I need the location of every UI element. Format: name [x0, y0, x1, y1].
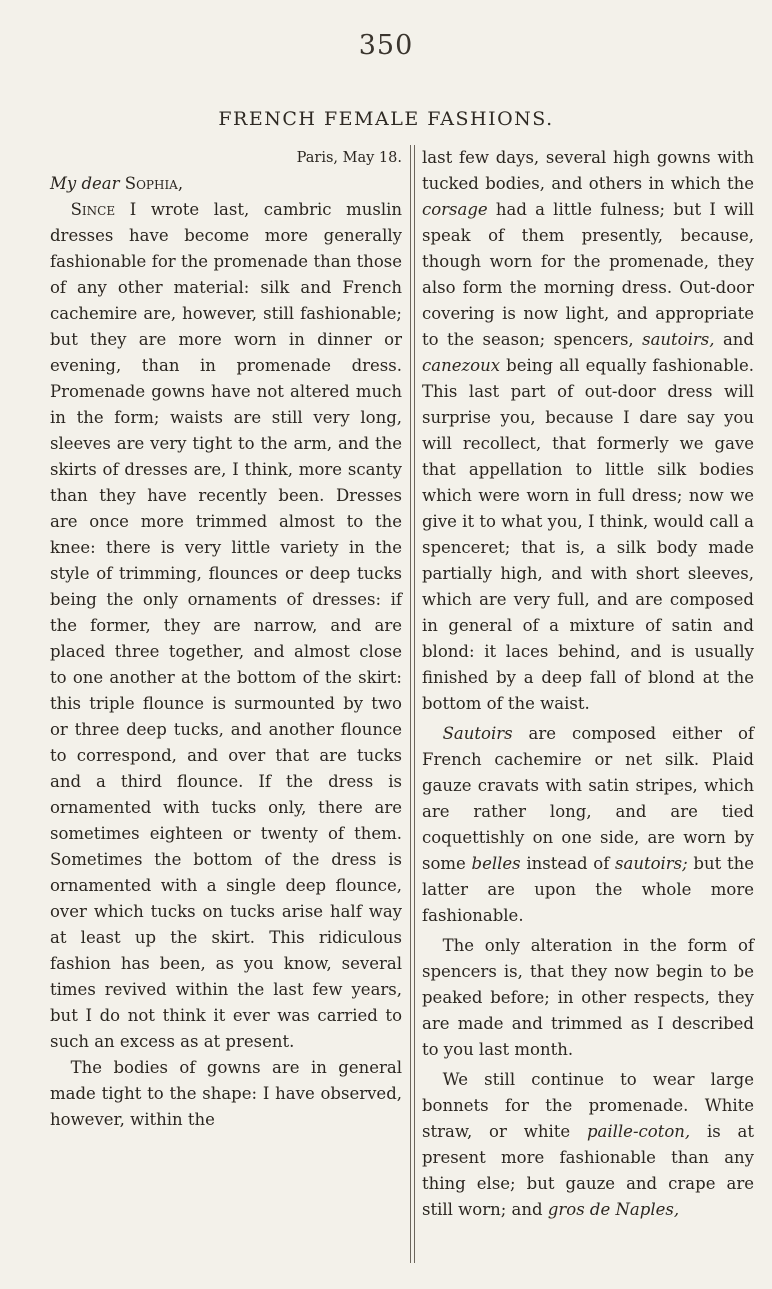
italic-term: corsage [422, 200, 488, 219]
right-paragraph-2 [422, 721, 754, 929]
page-number: 350 [358, 30, 414, 61]
text-run: and [714, 330, 754, 349]
right-paragraph-4 [422, 1067, 754, 1223]
left-paragraph-2: The bodies of gowns are in general made tight to the shape: I have observed, however, within the [50, 1058, 402, 1129]
right-paragraph-3: The only alteration in the form of spencers is, that they now begin to be peaked before; in other respects, they are made and trimmed as I described to you last month. [422, 936, 754, 1059]
salutation-name: Sophia, [124, 174, 184, 193]
italic-term: belles [471, 854, 521, 873]
text-run: We still continue to wear large bonnets for the promenade. White straw, or white [422, 1070, 754, 1141]
text-run: are composed either of French cachemire or net silk. Plaid gauze cravats with satin stripes, which are rather long, and are tied coquettishly on one side, are worn by some [422, 724, 754, 873]
salutation-prefix: My dear [50, 174, 120, 193]
text-run: had a little fulness; but I will speak of them presently, because, though worn for the promenade, they also form the morning dress. Out-door covering is now light, and appropriate to the season; spencers, [422, 200, 754, 349]
right-paragraph-1 [422, 145, 754, 717]
italic-term: canezoux [422, 356, 501, 375]
text-run: instead of [520, 854, 616, 873]
left-paragraph-1-text: I wrote last, cambric muslin dresses have become more generally fashionable for the promenade than those of any other material: silk and French cachemire are, however, still fashionable; but they are more worn in dinner or evening, than in promenade dress. Promenade gowns have not altered much in the form; waists are still very long, sleeves are very tight to the arm, and the skirts of dresses are, I think, more scanty than they have recently been. Dresses are once more trimmed almost to the knee: there is very little variety in the style of trimming, flounces or deep tucks being the only ornaments of dresses: if the former, they are narrow, and are placed three together, and almost close to one another at the bottom of the skirt: this triple flounce is surmounted by two or three deep tucks, and another flounce to correspond, and over that are tucks and a third flounce. If the dress is ornamented with tucks only, there are sometimes eighteen or twenty of them. Sometimes the bottom of the dress is ornamented with a single deep flounce, over which tucks on tucks arise half way at least up the skirt. This ridiculous fashion has been, as you know, several times revived within the last few years, but I do not think it ever was carried to such an excess as at present. [50, 200, 402, 1051]
article-title: FRENCH FEMALE FASHIONS. [218, 108, 554, 130]
right-column [422, 145, 754, 1223]
text-run: is at present more fashionable than any thing else; but gauze and crape are still worn; and [422, 1122, 754, 1219]
text-run: but the latter are upon the whole more fashionable. [422, 854, 754, 925]
dateline: Paris, May 18. [296, 150, 402, 166]
left-paragraph-1 [50, 197, 402, 1055]
italic-term: paille-coton, [586, 1122, 691, 1141]
italic-term: sautoirs, [642, 330, 715, 349]
italic-term: gros de Naples, [547, 1200, 680, 1219]
italic-term: Sautoirs [442, 724, 513, 743]
salutation [50, 171, 402, 197]
left-column [50, 145, 402, 1133]
text-run: last few days, several high gowns with tucked bodies, and others in which the [422, 148, 754, 193]
first-word: Since [70, 200, 116, 219]
italic-term: sautoirs; [615, 854, 688, 873]
text-run: being all equally fashionable. This last part of out-door dress will surprise you, because I dare say you will recollect, that formerly we gave that appellation to little silk bodies which were worn in full dress; now we give it to what you, I think, would call a spenceret; that is, a silk body made partially high, and with short sleeves, which are very full, and are composed in general of a mixture of satin and blond: it laces behind, and is usually finished by a deep fall of blond at the bottom of the waist. [422, 356, 754, 713]
column-divider [410, 145, 415, 1263]
